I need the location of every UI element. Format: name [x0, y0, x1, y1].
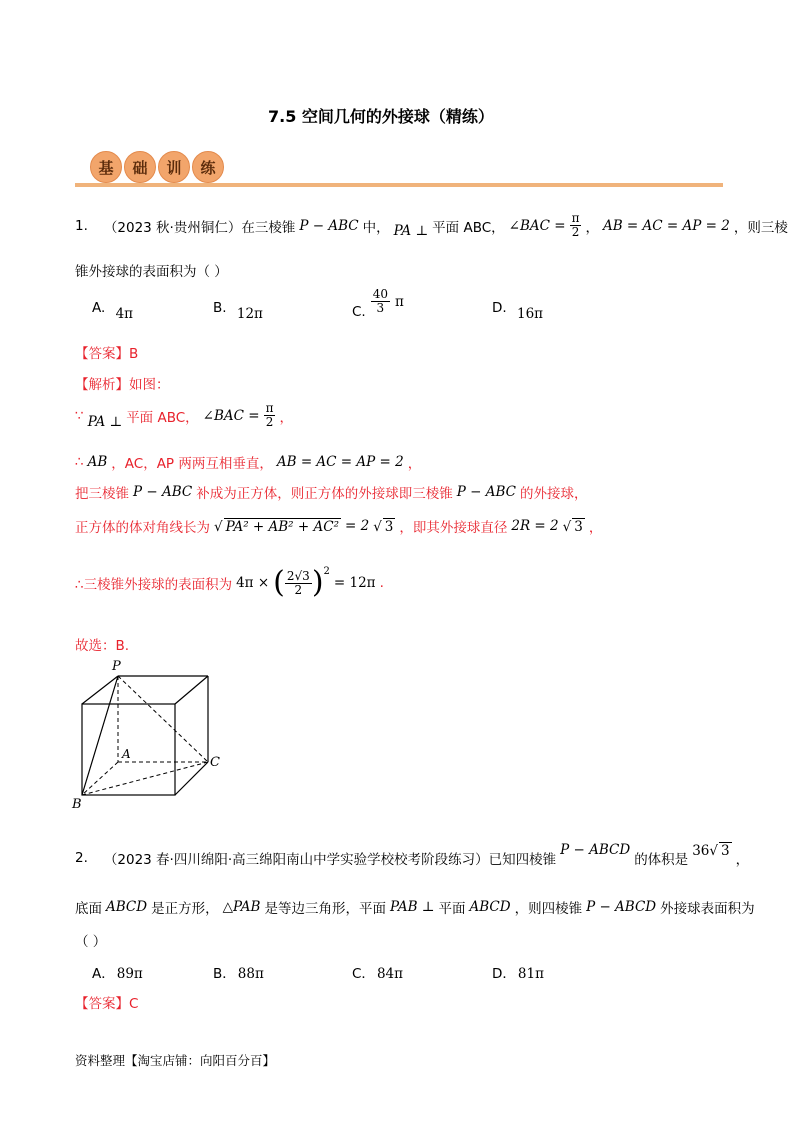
ans1-dot: . [379, 575, 384, 591]
q2-option-c[interactable] [352, 962, 403, 982]
q1-line1 [75, 212, 788, 239]
ans1-line5 [75, 565, 384, 600]
ans1-ab: AB [87, 454, 108, 470]
badge-char: 基 [90, 151, 122, 183]
badge-char: 础 [124, 151, 156, 183]
ans1-plane: 平面 ABC， [126, 409, 199, 426]
option-value: 84π [376, 966, 403, 982]
ans1-text: ，即其外接球直径 [399, 520, 508, 536]
option-value: 16π [516, 306, 544, 322]
ans1-line4: 正方体的体对角线长为 √ PA² + AB² + AC² = 2 √ 3 ，即其外接球直径 2R = 2 √ 3 ， [75, 518, 603, 536]
ans1-diameter: 2R = 2 [511, 518, 559, 534]
label-p: P [112, 659, 121, 674]
q2-expr: ABCD [106, 899, 148, 915]
option-label: B． [213, 966, 236, 982]
section-badge [90, 151, 224, 183]
frac-num: π [571, 211, 580, 225]
ans1-expr: P − ABC [133, 484, 193, 500]
ans1-line2 [75, 452, 421, 472]
frac-den: 3 [376, 301, 385, 315]
ans1-perp: PA ⊥ [87, 413, 123, 430]
option-label: A． [92, 966, 115, 982]
option-value: 4π [115, 306, 134, 322]
cube-edge [82, 676, 118, 704]
frac-den: 2 [571, 225, 580, 239]
q2-option-a[interactable] [92, 962, 143, 982]
q2-text: 是正方形， [151, 901, 219, 917]
q2-expr: ABCD [469, 899, 511, 915]
q2-text: 的体积是 [634, 852, 689, 868]
option-value: 81π [517, 966, 544, 982]
q2-line1: 2. （2023 春·四川绵阳·高三绵阳南山中学实验学校校考阶段练习）已知四棱锥 P − ABCD 的体积是 36√ 3 ， [75, 842, 750, 868]
ans1-eq: AB = AC = AP = 2 [276, 454, 404, 470]
option-label: D. [492, 300, 507, 316]
option-label: A. [92, 300, 106, 316]
badge-char: 练 [192, 151, 224, 183]
q1-option-d[interactable] [492, 300, 544, 322]
ans1-area-eq: = 12π [333, 575, 376, 591]
q2-text: 外接球表面积为 [660, 901, 755, 917]
ans1-comma: ， [588, 520, 603, 536]
cube-edge [175, 762, 208, 795]
badge-char: 训 [158, 151, 190, 183]
q1-line2: 锥外接球的表面积为（ ） [75, 264, 228, 280]
q1-number: 1. [75, 217, 88, 234]
ans1-text: 把三棱锥 [75, 486, 129, 502]
exponent: 2 [323, 565, 330, 577]
q2-text: 底面 [75, 901, 102, 917]
ans1-expr: P − ABC [456, 484, 516, 500]
q2-text: ，则四棱锥 [514, 901, 583, 917]
q2-answer: 【答案】C [75, 996, 139, 1012]
q2-volume: 36 [692, 842, 710, 859]
edge-bc [82, 762, 208, 795]
q2-expr: P − ABCD [560, 842, 631, 858]
ans1-eq: = 2 [344, 518, 370, 534]
q1-comma: ， [585, 219, 599, 236]
frac-den: 2 [294, 582, 303, 597]
label-a: A [122, 747, 131, 761]
ans1-text: ，AC，AP 两两互相垂直， [111, 456, 273, 472]
sqrt-content: 3 [720, 842, 730, 859]
q2-number: 2. [75, 850, 88, 866]
q2-text: 是等边三角形，平面 [264, 901, 386, 917]
option-frac [371, 288, 390, 315]
option-value: 12π [236, 306, 263, 322]
option-label: C. [352, 303, 366, 320]
q2-paren: （ ） [75, 934, 107, 950]
option-value: 89π [116, 966, 143, 982]
q2-line2 [75, 897, 755, 917]
q1-perp: PA ⊥ [393, 222, 429, 239]
q1-answer: 【答案】B [75, 346, 139, 362]
ans1-angle: ∠BAC = [202, 407, 260, 424]
because-symbol: ∵ [75, 407, 84, 424]
ans1-area-paren: ( $\frac{2√3}{2}$ ) $^2$ [273, 565, 330, 600]
q1-option-c[interactable] [352, 287, 404, 320]
frac-den: 2 [265, 415, 274, 429]
label-c: C [210, 755, 220, 770]
page-title: 7.5 空间几何的外接球（精练） [268, 107, 494, 126]
ans1-line1 [75, 402, 293, 429]
q2-option-d[interactable] [492, 962, 544, 982]
edge-pb [82, 676, 118, 795]
edge-pc [118, 676, 208, 762]
ans1-text: 补成为正方体，则正方体的外接球即三棱锥 [196, 486, 453, 502]
q2-comma: ， [735, 852, 750, 868]
q1-text: 中， [362, 219, 390, 236]
label-b: B [72, 797, 82, 811]
frac-num: 40 [372, 287, 388, 301]
frac-num: 2√3 [286, 568, 310, 583]
q1-angle: ∠BAC = [508, 217, 566, 234]
ans1-frac [264, 402, 276, 429]
option-value: 88π [237, 966, 264, 982]
q1-frac [570, 212, 582, 239]
q1-edges: AB = AC = AP = 2 [602, 217, 730, 234]
ans1-comma: ， [279, 409, 293, 426]
cube-figure [70, 656, 230, 811]
ans1-comma: ， [407, 456, 422, 472]
sqrt-content: PA² + AB² + AC² [225, 518, 339, 535]
q1-tail: ，则三棱 [733, 219, 788, 236]
q1-option-a[interactable] [92, 300, 134, 322]
ans1-text: 的外接球， [519, 486, 588, 502]
q2-expr: △PAB [222, 899, 261, 915]
frac-num: π [265, 401, 274, 415]
footer-note: 资料整理【淘宝店铺：向阳百分百】 [75, 1053, 276, 1068]
q1-expr: P − ABC [299, 217, 359, 234]
therefore-symbol: ∴ [75, 454, 84, 470]
ans1-text: ∴三棱锥外接球的表面积为 [75, 577, 233, 593]
cube-edge [175, 676, 208, 704]
ans1-text: 正方体的体对角线长为 [75, 520, 210, 536]
q2-expr: PAB ⊥ [389, 899, 435, 915]
option-label: C． [352, 966, 375, 982]
q1-option-b[interactable] [213, 300, 263, 322]
ans1-area-pre: 4π × [236, 575, 270, 591]
q1-analysis: 【解析】如图： [75, 377, 170, 393]
q2-text: 平面 [438, 901, 466, 917]
section-divider [75, 183, 723, 187]
option-label: D． [492, 966, 516, 982]
q1-plane: 平面 ABC， [432, 219, 505, 236]
q2-option-b[interactable] [213, 962, 264, 982]
q2-expr: P − ABCD [586, 899, 657, 915]
sqrt-content: 3 [574, 518, 583, 535]
ans1-choose: 故选：B. [75, 638, 130, 654]
ans1-sqrt-expr: √ PA² + AB² + AC² [214, 518, 339, 535]
ans1-line3 [75, 482, 587, 502]
q2-source: （2023 春·四川绵阳·高三绵阳南山中学实验学校校考阶段练习）已知四棱锥 [103, 852, 557, 868]
option-pi: π [395, 293, 404, 310]
option-label: B. [213, 300, 227, 316]
sqrt-content: 3 [384, 518, 394, 535]
q1-source: （2023 秋·贵州铜仁）在三棱锥 [103, 219, 296, 236]
